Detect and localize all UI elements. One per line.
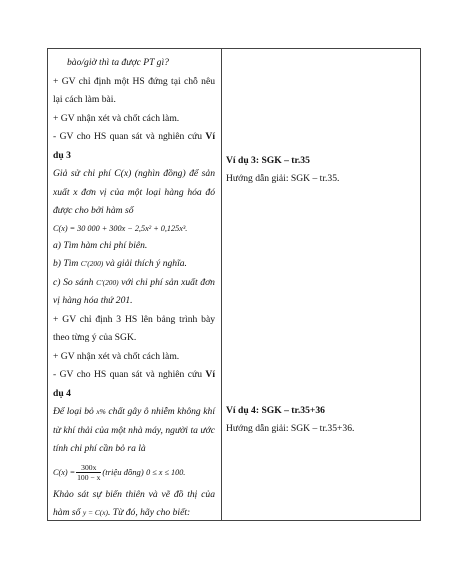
part-b-math: C′(200) [80, 259, 104, 268]
example-3-title: Ví dụ 3: SGK – tr.35 [226, 155, 310, 166]
part-a: a) Tìm hàm chi phí biên. [53, 239, 148, 251]
activity-line [53, 366, 215, 403]
cost-function-4 [53, 459, 215, 486]
fraction-numerator: 300x [76, 463, 101, 473]
activity-line: + GV chỉ định một HS đứng tại chỗ nêu lại cách làm bài. [53, 75, 215, 105]
example-4-statement [53, 403, 215, 459]
activity-line: + GV nhận xét và chốt cách làm. [53, 112, 180, 124]
task-math: y = C(x) [82, 508, 108, 517]
activity-line: + GV chỉ định 3 HS lên bảng trình bày theo từng ý của SGK. [53, 313, 215, 343]
example-4-text: Để loại bỏ [53, 406, 97, 417]
example-4-math: x% [96, 407, 106, 416]
activity-text: - GV cho HS quan sát và nghiên cứu [53, 131, 206, 142]
column-divider [221, 49, 222, 520]
example-4-guide: Hướng dẫn giải: SGK – tr.35+36. [226, 423, 355, 434]
formula-unit: (triệu đồng) [102, 466, 144, 477]
part-b [53, 255, 215, 274]
part-c [53, 274, 215, 311]
part-b-text-2: và giải thích ý nghĩa. [103, 258, 187, 269]
task-text-2: . Từ đó, hãy cho biết: [107, 507, 191, 518]
part-c-text: c) So sánh [53, 276, 97, 288]
activity-text: - GV cho HS quan sát và nghiên cứu [53, 369, 206, 380]
question-text: bào/giờ thì ta được PT gì? [67, 57, 169, 68]
example-3-ref: Ví dụ 3 [53, 131, 215, 161]
task-text: Khảo sát sự biến thiên và vẽ đồ thị của hàm số [53, 488, 215, 518]
formula-lhs: C(x) = [53, 467, 76, 477]
part-c-text-2: với chi phí sản xuất đơn vị hàng hóa thứ 201. [53, 276, 215, 306]
example-4-text-2: chất gây ô nhiễm không khí từ khí thải của một nhà máy, người ta ước tính chi phí cần bỏ ra là [53, 406, 216, 454]
example-4-task [53, 486, 215, 523]
formula-condition: 0 ≤ x ≤ 100. [146, 467, 186, 477]
lesson-table [47, 48, 421, 521]
cost-formula: C(x) = 30 000 + 300x − 2,5x² + 0,125x³. [53, 223, 188, 233]
part-b-text: b) Tìm [53, 258, 81, 269]
example-3-guide: Hướng dẫn giải: SGK – tr.35. [226, 173, 340, 184]
fraction [76, 463, 101, 482]
part-c-math: C′(200) [96, 277, 119, 287]
example-3-answer [226, 152, 416, 188]
fraction-denominator: 100 − x [77, 472, 101, 482]
activity-line [53, 128, 215, 165]
example-4-title: Ví dụ 4: SGK – tr.35+36 [226, 405, 325, 416]
example-3-statement: Giả sử chi phí C(x) (nghìn đồng) để sản xuất x đơn vị của một loại hàng hóa đó được cho bởi hàm số [53, 168, 215, 216]
teacher-activity-column [53, 54, 215, 523]
activity-line: + GV nhận xét và chốt cách làm. [53, 350, 180, 362]
example-4-ref: Ví dụ 4 [53, 369, 215, 399]
example-4-answer [226, 402, 416, 438]
